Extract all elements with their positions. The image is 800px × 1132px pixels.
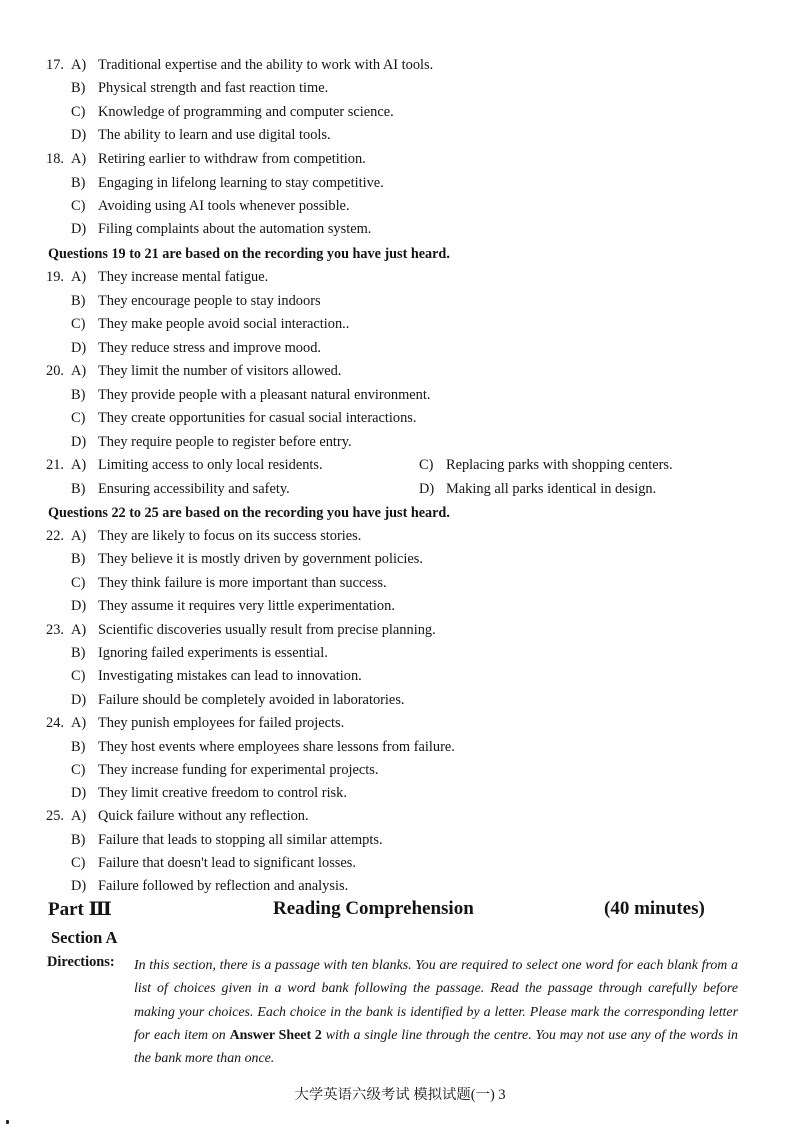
option-text: Limiting access to only local residents. <box>98 457 323 473</box>
option-letter: B) <box>71 175 86 191</box>
option-text: Filing complaints about the automation system. <box>98 221 372 237</box>
option-text: Failure followed by reflection and analysis. <box>98 878 349 894</box>
option-letter: D) <box>71 878 87 894</box>
option-letter: B) <box>71 832 86 848</box>
option-text: They require people to register before entry. <box>98 434 352 450</box>
question-number: 25. <box>46 808 64 824</box>
option-text: Failure should be completely avoided in laboratories. <box>98 692 405 708</box>
option-letter: A) <box>71 57 87 73</box>
option-text: They create opportunities for casual social interactions. <box>98 410 417 426</box>
option-letter: C) <box>419 457 434 473</box>
question-number: 23. <box>46 622 64 638</box>
option-text: They reduce stress and improve mood. <box>98 340 321 356</box>
option-letter: B) <box>71 387 86 403</box>
option-text: Engaging in lifelong learning to stay competitive. <box>98 175 384 191</box>
option-letter: B) <box>71 551 86 567</box>
option-letter: C) <box>71 104 86 120</box>
question-number: 22. <box>46 528 64 544</box>
option-text: They make people avoid social interaction.. <box>98 316 350 332</box>
option-letter: B) <box>71 293 86 309</box>
option-letter: C) <box>71 198 86 214</box>
option-letter: D) <box>71 221 87 237</box>
scan-mark <box>6 1120 9 1124</box>
option-letter: C) <box>71 668 86 684</box>
option-text: Investigating mistakes can lead to innovation. <box>98 668 362 684</box>
option-letter: D) <box>71 598 87 614</box>
option-text: They assume it requires very little experimentation. <box>98 598 395 614</box>
option-text: The ability to learn and use digital tools. <box>98 127 331 143</box>
questions-22-25-header: Questions 22 to 25 are based on the recording you have just heard. <box>48 505 450 521</box>
option-text: Avoiding using AI tools whenever possible. <box>98 198 350 214</box>
option-text: Replacing parks with shopping centers. <box>446 457 673 473</box>
option-letter: B) <box>71 80 86 96</box>
option-text: Scientific discoveries usually result from precise planning. <box>98 622 436 638</box>
option-letter: A) <box>71 151 87 167</box>
option-letter: D) <box>71 692 87 708</box>
option-text: They increase mental fatigue. <box>98 269 269 285</box>
page-footer: 大学英语六级考试 模拟试题(一) 3 <box>294 1087 506 1103</box>
option-letter: A) <box>71 528 87 544</box>
option-text: Retiring earlier to withdraw from competition. <box>98 151 366 167</box>
option-letter: C) <box>71 855 86 871</box>
option-letter: A) <box>71 457 87 473</box>
part-time: (40 minutes) <box>604 898 705 919</box>
option-letter: D) <box>71 340 87 356</box>
option-text: Physical strength and fast reaction time. <box>98 80 329 96</box>
option-letter: B) <box>71 481 86 497</box>
option-text: They increase funding for experimental projects. <box>98 762 379 778</box>
option-letter: C) <box>71 410 86 426</box>
question-number: 20. <box>46 363 64 379</box>
option-text: They encourage people to stay indoors <box>98 293 321 309</box>
option-letter: A) <box>71 363 87 379</box>
option-letter: A) <box>71 622 87 638</box>
directions-text <box>134 954 738 1070</box>
option-letter: A) <box>71 808 87 824</box>
questions-19-21-header: Questions 19 to 21 are based on the recording you have just heard. <box>48 246 450 262</box>
directions-text-part-1: In this section, there is a passage with ten blanks. You are required to select one word for each blank from a list of choices given in a word bank following the passage. Read the passage through carefully before making your choices. Each choice in the bank is identified by a letter. Please mark the corresponding letter for each item on <box>134 958 738 1043</box>
option-text: They limit creative freedom to control risk. <box>98 785 347 801</box>
option-letter: A) <box>71 269 87 285</box>
option-letter: D) <box>71 785 87 801</box>
option-letter: C) <box>71 575 86 591</box>
option-text: They limit the number of visitors allowed. <box>98 363 342 379</box>
option-letter: D) <box>71 127 87 143</box>
option-text: Ignoring failed experiments is essential. <box>98 645 328 661</box>
option-letter: A) <box>71 715 87 731</box>
option-text: They believe it is mostly driven by government policies. <box>98 551 423 567</box>
question-number: 24. <box>46 715 64 731</box>
option-text: Quick failure without any reflection. <box>98 808 309 824</box>
question-number: 19. <box>46 269 64 285</box>
directions-text-part-2: with a single line through the centre. You may not use any of the words in the bank more than once. <box>134 1027 739 1067</box>
option-letter: D) <box>419 481 435 497</box>
option-text: Knowledge of programming and computer science. <box>98 104 394 120</box>
part-title: Reading Comprehension <box>273 898 474 919</box>
option-text: They think failure is more important than success. <box>98 575 387 591</box>
option-text: They punish employees for failed projects. <box>98 715 345 731</box>
section-title: Section A <box>51 928 118 947</box>
option-letter: B) <box>71 739 86 755</box>
option-text: Making all parks identical in design. <box>446 481 657 497</box>
option-text: They host events where employees share lessons from failure. <box>98 739 455 755</box>
question-number: 17. <box>46 57 64 73</box>
question-number: 21. <box>46 457 64 473</box>
directions-label: Directions: <box>47 954 115 970</box>
option-letter: D) <box>71 434 87 450</box>
option-text: They are likely to focus on its success stories. <box>98 528 362 544</box>
option-text: Ensuring accessibility and safety. <box>98 481 290 497</box>
answer-sheet-reference: Answer Sheet 2 <box>229 1027 322 1043</box>
option-letter: C) <box>71 316 86 332</box>
part-label: Part Ⅲ <box>48 899 112 920</box>
option-text: Failure that doesn't lead to significant losses. <box>98 855 356 871</box>
option-letter: C) <box>71 762 86 778</box>
question-number: 18. <box>46 151 64 167</box>
option-letter: B) <box>71 645 86 661</box>
option-text: They provide people with a pleasant natural environment. <box>98 387 431 403</box>
option-text: Traditional expertise and the ability to work with AI tools. <box>98 57 434 73</box>
option-text: Failure that leads to stopping all similar attempts. <box>98 832 383 848</box>
